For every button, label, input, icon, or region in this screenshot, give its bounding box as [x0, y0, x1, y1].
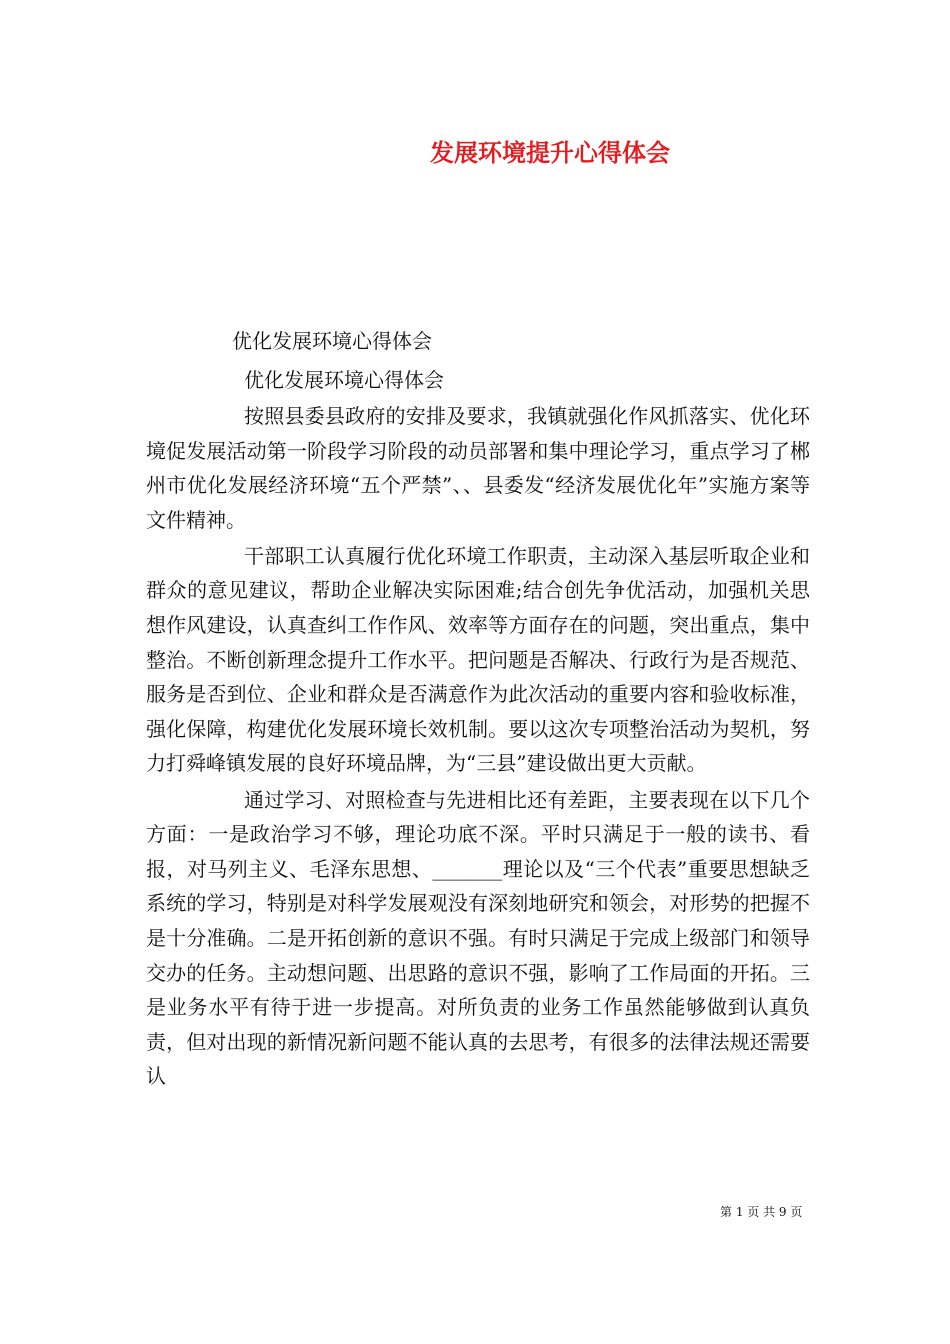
paragraph: 按照县委县政府的安排及要求，我镇就强化作风抓落实、优化环境促发展活动第一阶段学习阶段的动员部署和集中理论学习，重点学习了郴州市优化发展经济环境“五个严禁”、、县委发“经济发展优化年”实施方案等文件精神。 [146, 404, 810, 532]
document-body [146, 399, 810, 1094]
page-number: 第 1 页 共 9 页 [720, 1205, 803, 1219]
document-subtitle-repeat: 优化发展环境心得体会 [244, 368, 444, 392]
document-subtitle: 优化发展环境心得体会 [232, 329, 432, 353]
paragraph: 干部职工认真履行优化环境工作职责，主动深入基层听取企业和群众的意见建议，帮助企业解决实际困难;结合创先争优活动，加强机关思想作风建设，认真查纠工作作风、效率等方面存在的问题，突出重点，集中整治。不断创新理念提升工作水平。把问题是否解决、行政行为是否规范、服务是否到位、企业和群众是否满意作为此次活动的重要内容和验收标准，强化保障，构建优化发展环境长效机制。要以这次专项整治活动为契机，努力打舜峰镇发展的良好环境品牌，为“三县”建设做出更大贡献。 [146, 543, 810, 776]
document-title: 发展环境提升心得体会 [430, 138, 670, 167]
paragraph: 通过学习、对照检查与先进相比还有差距，主要表现在以下几个方面：一是政治学习不够，理论功底不深。平时只满足于一般的读书、看报，对马列主义、毛泽东思想、_______理论以及“三个代表”重要思想缺乏系统的学习，特别是对科学发展观没有深刻地研究和领会，对形势的把握不是十分准确。二是开拓创新的意识不强。有时只满足于完成上级部门和领导交办的任务。主动想问题、出思路的意识不强，影响了工作局面的开拓。三是业务水平有待于进一步提高。对所负责的业务工作虽然能够做到认真负责，但对出现的新情况新问题不能认真的去思考，有很多的法律法规还需要认 [146, 787, 810, 1089]
